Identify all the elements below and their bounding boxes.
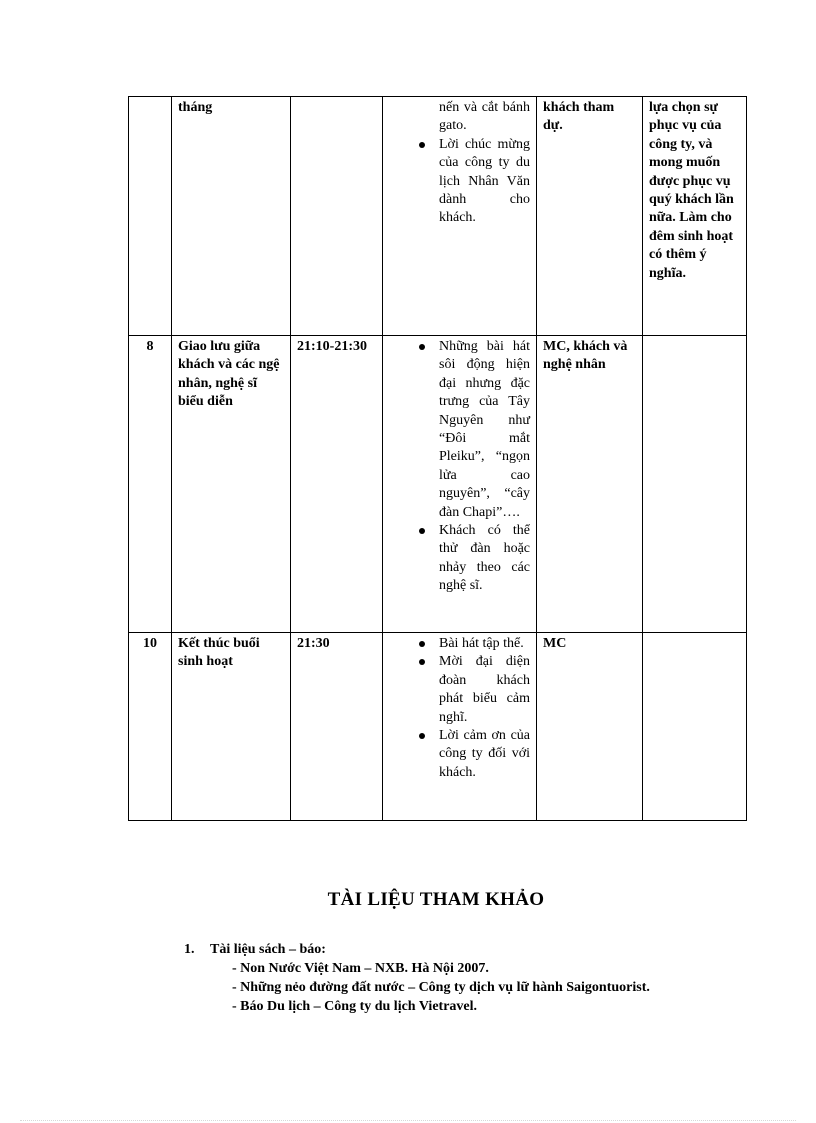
- table-row: [129, 336, 747, 633]
- list-item: Mời đại diện đoàn khách phát biểu cảm nghĩ.: [389, 653, 530, 727]
- responsible-cell: khách tham dự.: [537, 97, 643, 336]
- section-label: Tài liệu sách – báo:: [210, 942, 326, 957]
- activity-cell: Giao lưu giữa khách và các ngệ nhân, nghệ sĩ biểu diễn: [172, 336, 291, 633]
- row-number-cell: 10: [129, 633, 172, 821]
- references-section-heading: [184, 940, 650, 959]
- time-cell: 21:30: [291, 633, 383, 821]
- footer-divider: [20, 1120, 796, 1121]
- activity-cell: Kết thúc buổi sinh hoạt: [172, 633, 291, 821]
- row-number-cell: [129, 97, 172, 336]
- content-cell: [383, 633, 537, 821]
- reference-item: - Báo Du lịch – Công ty du lịch Vietravel.: [232, 999, 478, 1014]
- list-item: Lời cảm ơn của công ty đối với khách.: [389, 727, 530, 782]
- responsible-cell: MC, khách và nghệ nhân: [537, 336, 643, 633]
- activity-cell: tháng: [172, 97, 291, 336]
- section-number: 1.: [184, 942, 195, 957]
- responsible-cell: MC: [537, 633, 643, 821]
- list-item: Khách có thể thử đàn hoặc nhảy theo các nghệ sĩ.: [389, 522, 530, 596]
- note-cell: [643, 336, 747, 633]
- list-item: nến và cắt bánh gato.: [439, 100, 530, 134]
- time-cell: [291, 97, 383, 336]
- content-list: [389, 99, 530, 228]
- schedule-table: [128, 96, 747, 821]
- references-list: [184, 940, 650, 1016]
- schedule-table-body: [129, 97, 747, 821]
- time-cell: 21:10-21:30: [291, 336, 383, 633]
- list-item: Những bài hát sôi động hiện đại nhưng đặc trưng của Tây Nguyên như “Đôi mắt Pleiku”, “ngọn lửa cao nguyên”, “cây đàn Chapi”….: [389, 338, 530, 522]
- references-title: TÀI LIỆU THAM KHẢO: [327, 889, 545, 910]
- note-cell: lựa chọn sự phục vụ của công ty, và mong muốn được phục vụ quý khách lần nữa. Làm cho đêm sinh hoạt có thêm ý nghĩa.: [643, 97, 747, 336]
- reference-item: - Những nẻo đường đất nước – Công ty dịch vụ lữ hành Saigontuorist.: [232, 980, 650, 995]
- list-item: Bài hát tập thể.: [389, 635, 530, 653]
- content-cell: [383, 336, 537, 633]
- list-item: Lời chúc mừng của công ty du lịch Nhân Văn dành cho khách.: [389, 136, 530, 228]
- note-cell: [643, 633, 747, 821]
- content-list: [389, 338, 530, 596]
- row-number-cell: 8: [129, 336, 172, 633]
- table-row: [129, 633, 747, 821]
- reference-item: - Non Nước Việt Nam – NXB. Hà Nội 2007.: [232, 961, 489, 976]
- table-row: [129, 97, 747, 336]
- content-list: [389, 635, 530, 782]
- content-cell: [383, 97, 537, 336]
